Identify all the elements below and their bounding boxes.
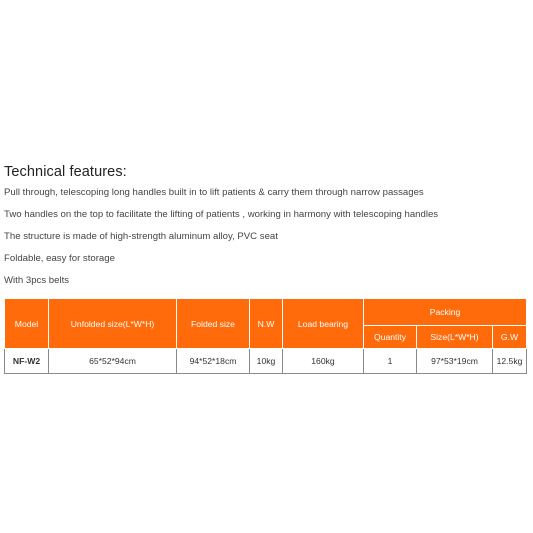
feature-item: With 3pcs belts xyxy=(4,275,70,286)
cell-model: NF-W2 xyxy=(5,349,49,374)
cell-load-bearing: 160kg xyxy=(283,349,364,374)
header-packing: Packing xyxy=(364,299,527,326)
cell-packing-size: 97*53*19cm xyxy=(417,349,493,374)
specification-table xyxy=(4,298,527,374)
header-folded-size: Folded size xyxy=(177,299,250,349)
cell-quantity: 1 xyxy=(364,349,417,374)
feature-item: Foldable, easy for storage xyxy=(4,253,115,264)
header-load-bearing: Load bearing xyxy=(283,299,364,349)
header-gross-weight: G.W xyxy=(493,326,527,349)
header-net-weight: N.W xyxy=(250,299,283,349)
header-model: Model xyxy=(5,299,49,349)
feature-item: Two handles on the top to facilitate the lifting of patients , working in harmony with telescoping handles xyxy=(4,209,439,220)
technical-features-section xyxy=(4,164,526,297)
header-quantity: Quantity xyxy=(364,326,417,349)
header-unfolded-size: Unfolded size(L*W*H) xyxy=(49,299,177,349)
table-row xyxy=(5,349,527,374)
section-heading: Technical features: xyxy=(4,164,127,180)
header-packing-size: Size(L*W*H) xyxy=(417,326,493,349)
feature-item: Pull through, telescoping long handles built in to lift patients & carry them through narrow passages xyxy=(4,187,424,198)
cell-folded-size: 94*52*18cm xyxy=(177,349,250,374)
feature-item: The structure is made of high-strength aluminum alloy, PVC seat xyxy=(4,231,278,242)
cell-unfolded-size: 65*52*94cm xyxy=(49,349,177,374)
cell-gross-weight: 12.5kg xyxy=(493,349,527,374)
cell-net-weight: 10kg xyxy=(250,349,283,374)
